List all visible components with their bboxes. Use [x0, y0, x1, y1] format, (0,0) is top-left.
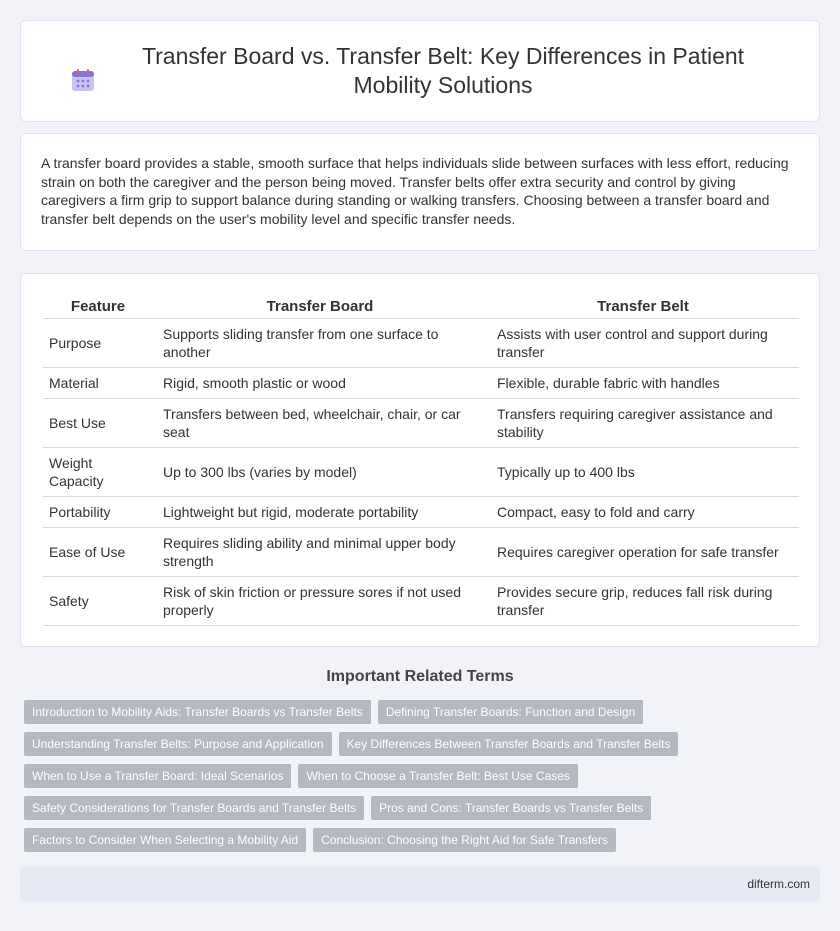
intro-card: [20, 133, 820, 251]
belt-cell: Compact, easy to fold and carry: [487, 497, 799, 528]
title-wrap: [70, 42, 770, 100]
related-term-tag[interactable]: Key Differences Between Transfer Boards and Transfer Belts: [339, 732, 679, 756]
board-cell: Supports sliding transfer from one surface to another: [153, 319, 487, 368]
table-row: [43, 319, 799, 368]
related-term-tag[interactable]: Defining Transfer Boards: Function and Design: [378, 700, 643, 724]
tag-row: [24, 700, 824, 724]
board-cell: Requires sliding ability and minimal upper body strength: [153, 528, 487, 577]
related-terms-list: [24, 700, 824, 860]
related-term-tag[interactable]: Pros and Cons: Transfer Boards vs Transfer Belts: [371, 796, 651, 820]
feature-cell: Purpose: [43, 319, 153, 368]
table-row: [43, 577, 799, 626]
page-title: Transfer Board vs. Transfer Belt: Key Differences in Patient Mobility Solutions: [141, 43, 745, 98]
related-term-tag[interactable]: Safety Considerations for Transfer Boards and Transfer Belts: [24, 796, 364, 820]
table-row: [43, 399, 799, 448]
feature-cell: Safety: [43, 577, 153, 626]
related-term-tag[interactable]: When to Choose a Transfer Belt: Best Use Cases: [298, 764, 577, 788]
related-term-tag[interactable]: Conclusion: Choosing the Right Aid for Safe Transfers: [313, 828, 616, 852]
footer-site-link[interactable]: difterm.com: [747, 877, 810, 891]
header-transfer-board: Transfer Board: [153, 294, 487, 319]
table-row: [43, 368, 799, 399]
comparison-table: [43, 294, 799, 626]
board-cell: Rigid, smooth plastic or wood: [153, 368, 487, 399]
feature-cell: Ease of Use: [43, 528, 153, 577]
comparison-table-card: [20, 273, 820, 647]
table-row: [43, 497, 799, 528]
header-transfer-belt: Transfer Belt: [487, 294, 799, 319]
belt-cell: Typically up to 400 lbs: [487, 448, 799, 497]
tag-row: [24, 732, 824, 756]
feature-cell: Weight Capacity: [43, 448, 153, 497]
related-term-tag[interactable]: Introduction to Mobility Aids: Transfer Boards vs Transfer Belts: [24, 700, 371, 724]
belt-cell: Provides secure grip, reduces fall risk during transfer: [487, 577, 799, 626]
table-row: [43, 528, 799, 577]
tag-row: [24, 828, 824, 852]
feature-cell: Best Use: [43, 399, 153, 448]
board-cell: Up to 300 lbs (varies by model): [153, 448, 487, 497]
feature-cell: Material: [43, 368, 153, 399]
related-term-tag[interactable]: When to Use a Transfer Board: Ideal Scenarios: [24, 764, 291, 788]
footer: [20, 867, 820, 901]
table-header-row: [43, 294, 799, 319]
header-card: [20, 20, 820, 122]
tag-row: [24, 796, 824, 820]
feature-cell: Portability: [43, 497, 153, 528]
belt-cell: Flexible, durable fabric with handles: [487, 368, 799, 399]
related-term-tag[interactable]: Factors to Consider When Selecting a Mobility Aid: [24, 828, 306, 852]
belt-cell: Transfers requiring caregiver assistance and stability: [487, 399, 799, 448]
belt-cell: Requires caregiver operation for safe transfer: [487, 528, 799, 577]
related-term-tag[interactable]: Understanding Transfer Belts: Purpose and Application: [24, 732, 332, 756]
header-feature: Feature: [43, 294, 153, 319]
table-row: [43, 448, 799, 497]
belt-cell: Assists with user control and support during transfer: [487, 319, 799, 368]
board-cell: Lightweight but rigid, moderate portability: [153, 497, 487, 528]
intro-paragraph: A transfer board provides a stable, smooth surface that helps individuals slide between surfaces with less effort, reducing strain on both the caregiver and the person being moved. Transfer belts offer extra security and control by giving caregivers a firm grip to support balance during standing or walking transfers. Choosing between a transfer board and transfer belt depends on the user's mobility level and specific transfer needs.: [41, 155, 789, 227]
tag-row: [24, 764, 824, 788]
related-terms-title: Important Related Terms: [326, 668, 514, 685]
board-cell: Transfers between bed, wheelchair, chair, or car seat: [153, 399, 487, 448]
calendar-icon: [70, 67, 96, 93]
board-cell: Risk of skin friction or pressure sores if not used properly: [153, 577, 487, 626]
